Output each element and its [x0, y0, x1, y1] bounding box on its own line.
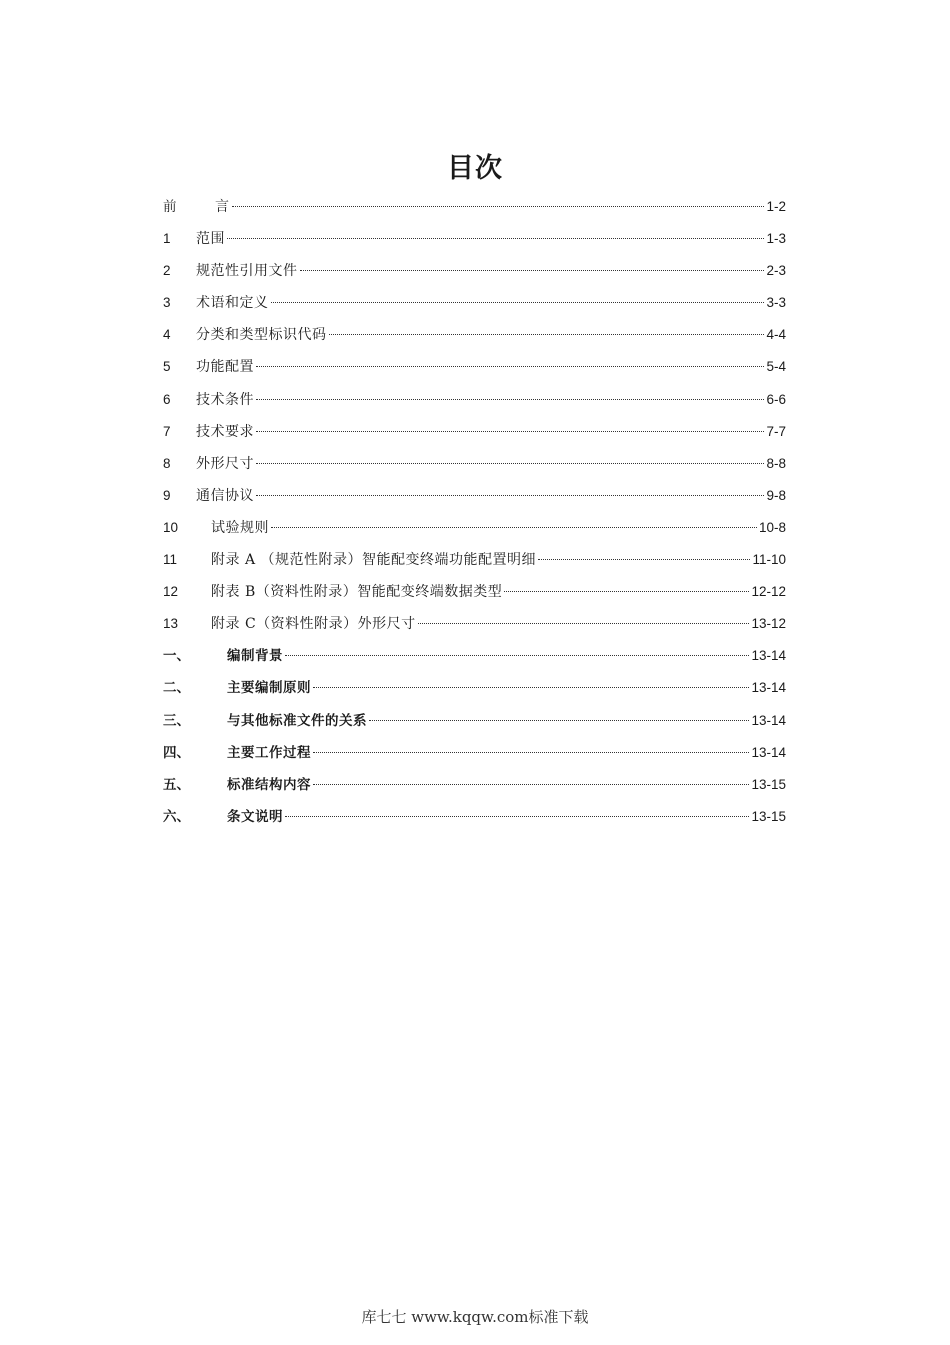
- toc-entry-title: 附表 B（资料性附录）智能配变终端数据类型: [211, 584, 503, 601]
- toc-entry-number: 1: [163, 231, 171, 247]
- toc-leader-dots: [538, 559, 750, 560]
- table-of-contents: [163, 196, 786, 838]
- toc-entry-6[interactable]: [163, 389, 786, 421]
- toc-entry-number: 五、: [163, 776, 190, 793]
- toc-entry-1[interactable]: [163, 228, 786, 260]
- toc-entry-13[interactable]: [163, 613, 786, 645]
- toc-entry-page: 13-14: [751, 680, 786, 696]
- toc-entry-page: 11-10: [752, 552, 786, 568]
- toc-entry-explanation[interactable]: [163, 806, 786, 838]
- toc-entry-page: 10-8: [758, 519, 786, 535]
- toc-entry-title: 附录 A （规范性附录）智能配变终端功能配置明细: [211, 552, 537, 569]
- toc-entry-preface[interactable]: [163, 196, 786, 228]
- toc-entry-page: 1-3: [766, 231, 786, 247]
- toc-entry-number: 13: [163, 616, 179, 632]
- toc-entry-number: 四、: [163, 744, 190, 761]
- toc-leader-dots: [313, 784, 749, 785]
- toc-entry-number: 7: [163, 423, 171, 439]
- toc-entry-structure[interactable]: [163, 774, 786, 806]
- toc-entry-page: 4-4: [766, 327, 786, 343]
- toc-leader-dots: [256, 463, 764, 464]
- toc-leader-dots: [300, 270, 765, 271]
- toc-entry-2[interactable]: [163, 260, 786, 292]
- toc-entry-number: 11: [163, 552, 178, 568]
- toc-entry-3[interactable]: [163, 292, 786, 324]
- toc-entry-page: 13-15: [751, 808, 786, 824]
- toc-entry-page: 13-14: [751, 648, 786, 664]
- toc-leader-dots: [271, 302, 765, 303]
- toc-entry-page: 3-3: [766, 295, 786, 311]
- toc-entry-11[interactable]: [163, 549, 786, 581]
- toc-entry-title: 技术条件: [196, 391, 254, 408]
- toc-entry-number: 前: [163, 199, 177, 214]
- toc-entry-7[interactable]: [163, 421, 786, 453]
- toc-entry-number: 6: [163, 391, 171, 407]
- toc-leader-dots: [271, 527, 757, 528]
- page-title: 目次: [447, 153, 503, 184]
- toc-entry-page: 2-3: [766, 263, 786, 279]
- toc-leader-dots: [313, 687, 749, 688]
- toc-entry-page: 13-14: [751, 744, 786, 760]
- toc-entry-number: 8: [163, 455, 171, 471]
- toc-leader-dots: [256, 495, 764, 496]
- toc-entry-10[interactable]: [163, 517, 786, 549]
- toc-entry-title: 通信协议: [196, 487, 254, 504]
- toc-entry-page: 13-12: [751, 616, 786, 632]
- toc-entry-title: 功能配置: [196, 359, 254, 376]
- toc-leader-dots: [418, 623, 750, 624]
- toc-entry-9[interactable]: [163, 485, 786, 517]
- toc-entry-number: 2: [163, 263, 171, 279]
- toc-entry-relations[interactable]: [163, 710, 786, 742]
- toc-entry-title: 外形尺寸: [196, 455, 254, 472]
- toc-entry-title: 术语和定义: [196, 295, 269, 312]
- toc-leader-dots: [232, 206, 765, 207]
- toc-entry-title: 规范性引用文件: [196, 263, 298, 280]
- toc-entry-8[interactable]: [163, 453, 786, 485]
- toc-entry-number: 10: [163, 519, 179, 535]
- toc-entry-title: 与其他标准文件的关系: [227, 712, 367, 729]
- toc-entry-4[interactable]: [163, 324, 786, 356]
- toc-entry-title: 主要工作过程: [227, 744, 311, 761]
- toc-entry-title: 技术要求: [196, 423, 254, 440]
- toc-entry-page: 5-4: [766, 359, 786, 375]
- toc-entry-title: 编制背景: [227, 648, 283, 665]
- toc-entry-page: 13-15: [751, 776, 786, 792]
- toc-leader-dots: [369, 720, 749, 721]
- toc-entry-page: 1-2: [766, 199, 786, 214]
- toc-leader-dots: [285, 816, 749, 817]
- toc-entry-number: 5: [163, 359, 171, 375]
- toc-entry-background[interactable]: [163, 645, 786, 677]
- toc-entry-number: 三、: [163, 712, 190, 729]
- toc-entry-title: 标准结构内容: [227, 776, 311, 793]
- toc-entry-number: 二、: [163, 680, 190, 697]
- toc-entry-12[interactable]: [163, 581, 786, 613]
- toc-entry-title: 条文说明: [227, 808, 283, 825]
- toc-leader-dots: [504, 591, 749, 592]
- toc-entry-page: 8-8: [766, 455, 786, 471]
- toc-entry-page: 9-8: [766, 487, 786, 503]
- toc-entry-principles[interactable]: [163, 677, 786, 709]
- toc-entry-number: 六、: [163, 808, 190, 825]
- toc-entry-process[interactable]: [163, 742, 786, 774]
- toc-leader-dots: [227, 238, 764, 239]
- toc-entry-number: 12: [163, 584, 179, 600]
- toc-entry-number: 9: [163, 487, 171, 503]
- toc-entry-title: 附录 C（资料性附录）外形尺寸: [211, 616, 416, 633]
- toc-entry-number: 一、: [163, 648, 190, 665]
- toc-entry-page: 7-7: [766, 423, 786, 439]
- page-footer: 库七七 www.kqqw.com标准下载: [361, 1308, 589, 1326]
- toc-leader-dots: [285, 655, 749, 656]
- toc-leader-dots: [313, 752, 749, 753]
- toc-leader-dots: [256, 399, 764, 400]
- toc-entry-number: 4: [163, 327, 171, 343]
- toc-entry-page: 6-6: [766, 391, 786, 407]
- toc-leader-dots: [329, 334, 765, 335]
- toc-entry-title: 试验规则: [211, 519, 269, 536]
- toc-leader-dots: [256, 366, 764, 367]
- toc-entry-title: 主要编制原则: [227, 680, 311, 697]
- toc-leader-dots: [256, 431, 764, 432]
- toc-entry-page: 13-14: [751, 712, 786, 728]
- toc-entry-title: 范围: [196, 231, 225, 248]
- toc-entry-page: 12-12: [751, 584, 786, 600]
- toc-entry-5[interactable]: [163, 356, 786, 388]
- toc-entry-title: 言: [215, 199, 230, 215]
- toc-entry-title: 分类和类型标识代码: [196, 327, 327, 344]
- toc-entry-number: 3: [163, 295, 171, 311]
